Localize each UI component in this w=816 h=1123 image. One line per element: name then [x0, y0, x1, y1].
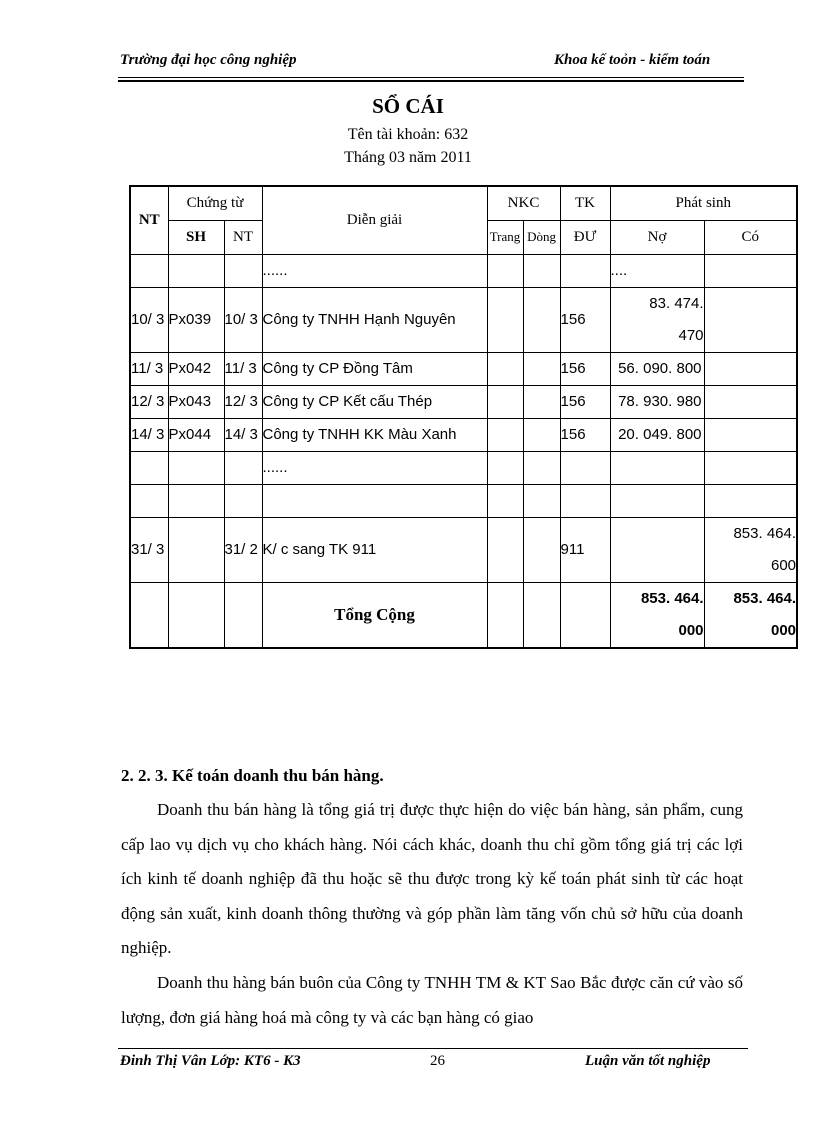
cell-co [704, 287, 797, 352]
general-ledger-table [129, 185, 798, 649]
table-row [130, 254, 797, 287]
cell-no: 83. 474. 470 [610, 287, 704, 352]
footer-author: Đinh Thị Vân Lớp: KT6 - K3 [120, 1053, 301, 1069]
col-nkc-header: NKC [487, 186, 560, 220]
cell-trang [487, 484, 523, 517]
cell-ct-nt: 31/ 2 [224, 517, 262, 582]
cell-no: .... [610, 254, 704, 287]
col-trang-header: Trang [487, 220, 523, 254]
cell-nt [130, 451, 168, 484]
cell-dien-giai: Công ty CP Kết cấu Thép [262, 385, 487, 418]
cell-nt: 31/ 3 [130, 517, 168, 582]
header-school: Trường đại học công nghiệp [120, 52, 297, 68]
page-number: 26 [430, 1053, 445, 1069]
cell-dong [523, 517, 560, 582]
col-dien-giai-header: Diễn giải [262, 186, 487, 254]
cell-sh: Px044 [168, 418, 224, 451]
cell-sh: Px042 [168, 352, 224, 385]
cell-dien-giai: Công ty TNHH Hạnh Nguyên [262, 287, 487, 352]
table-row [130, 287, 797, 352]
cell-ct-nt [224, 451, 262, 484]
cell-tk: 156 [560, 385, 610, 418]
cell-co [704, 352, 797, 385]
cell-nt: 12/ 3 [130, 385, 168, 418]
cell-co [704, 451, 797, 484]
cell-trang [487, 451, 523, 484]
cell-tk: 156 [560, 287, 610, 352]
cell-trang [487, 287, 523, 352]
cell-no: 20. 049. 800 [610, 418, 704, 451]
footer-rule [118, 1048, 748, 1049]
cell-nt [130, 484, 168, 517]
table-row [130, 418, 797, 451]
col-ct-nt-header: NT [224, 220, 262, 254]
cell-tk: 156 [560, 352, 610, 385]
paragraph: Doanh thu hàng bán buôn của Công ty TNHH TM & KT Sao Bắc được căn cứ vào số lượng, đơn giá hàng hoá mà công ty và các bạn hàng có giao [121, 973, 743, 1027]
col-nt-header: NT [130, 186, 168, 254]
cell-sh [168, 517, 224, 582]
cell-co [704, 484, 797, 517]
cell-tk [560, 254, 610, 287]
cell-tk: 911 [560, 517, 610, 582]
cell-ct-nt: 10/ 3 [224, 287, 262, 352]
table-row [130, 352, 797, 385]
cell-trang [487, 352, 523, 385]
cell-tk [560, 451, 610, 484]
cell-dong [523, 385, 560, 418]
cell-dong [523, 254, 560, 287]
cell-ct-nt [224, 484, 262, 517]
cell-no [610, 451, 704, 484]
col-phat-sinh-header: Phát sinh [610, 186, 797, 220]
ledger-title: SỔ CÁI [372, 94, 444, 118]
cell-nt [130, 254, 168, 287]
cell-trang [487, 517, 523, 582]
cell-ct-nt [224, 254, 262, 287]
cell-ct-nt: 12/ 3 [224, 385, 262, 418]
cell-dien-giai: K/ c sang TK 911 [262, 517, 487, 582]
cell-no: 78. 930. 980 [610, 385, 704, 418]
cell-dong [523, 451, 560, 484]
account-name: Tên tài khoản: 632 [347, 126, 469, 143]
footer-thesis: Luận văn tốt nghiệp [585, 1053, 711, 1069]
header-department: Khoa kế toỏn - kiểm toán [554, 52, 711, 68]
cell-trang [487, 254, 523, 287]
table-row [130, 517, 797, 582]
col-no-header: Nợ [610, 220, 704, 254]
cell-dien-giai: ...... [262, 451, 487, 484]
col-du-header: ĐƯ [560, 220, 610, 254]
total-co: 853. 464. 000 [704, 582, 797, 648]
total-row [130, 582, 797, 648]
col-dong-header: Dòng [523, 220, 560, 254]
table-row [130, 484, 797, 517]
total-no: 853. 464. 000 [610, 582, 704, 648]
cell-sh [168, 451, 224, 484]
cell-trang [487, 385, 523, 418]
cell-dien-giai: Công ty CP Đồng Tâm [262, 352, 487, 385]
cell-nt: 14/ 3 [130, 418, 168, 451]
header-rule [118, 77, 744, 78]
cell-sh: Px039 [168, 287, 224, 352]
total-label: Tổng Cộng [262, 582, 487, 648]
cell-dong [523, 418, 560, 451]
cell-nt: 10/ 3 [130, 287, 168, 352]
cell-dien-giai [262, 484, 487, 517]
period: Tháng 03 năm 2011 [344, 149, 472, 166]
cell-tk: 156 [560, 418, 610, 451]
cell-sh [168, 254, 224, 287]
col-tk-header: TK [560, 186, 610, 220]
cell-ct-nt: 14/ 3 [224, 418, 262, 451]
table-row [130, 385, 797, 418]
cell-dong [523, 484, 560, 517]
cell-dong [523, 287, 560, 352]
cell-dien-giai: ...... [262, 254, 487, 287]
cell-nt: 11/ 3 [130, 352, 168, 385]
cell-sh: Px043 [168, 385, 224, 418]
cell-no: 56. 090. 800 [610, 352, 704, 385]
cell-co [704, 254, 797, 287]
cell-no [610, 517, 704, 582]
cell-sh [168, 484, 224, 517]
cell-co: 853. 464. 600 [704, 517, 797, 582]
cell-dien-giai: Công ty TNHH KK Màu Xanh [262, 418, 487, 451]
col-chung-tu-header: Chứng từ [168, 186, 262, 220]
cell-dong [523, 352, 560, 385]
cell-no [610, 484, 704, 517]
paragraph: Doanh thu bán hàng là tổng giá trị được thực hiện do việc bán hàng, sản phẩm, cung cấp lao vụ dịch vụ cho khách hàng. Nói cách khác, doanh thu chỉ gồm tổng giá trị các lợi ích kinh tế doanh nghiệp đã thu hoặc sẽ thu được trong kỳ kế toán phát sinh từ các hoạt động sản xuất, kinh doanh thông thường và góp phần làm tăng vốn chủ sở hữu của doanh nghiệp. [121, 800, 743, 957]
cell-ct-nt: 11/ 3 [224, 352, 262, 385]
section-heading: 2. 2. 3. Kế toán doanh thu bán hàng. [121, 766, 384, 785]
col-sh-header: SH [168, 220, 224, 254]
table-row [130, 451, 797, 484]
header-rule-thick [118, 80, 744, 82]
col-co-header: Có [704, 220, 797, 254]
cell-co [704, 418, 797, 451]
cell-tk [560, 484, 610, 517]
cell-co [704, 385, 797, 418]
cell-trang [487, 418, 523, 451]
